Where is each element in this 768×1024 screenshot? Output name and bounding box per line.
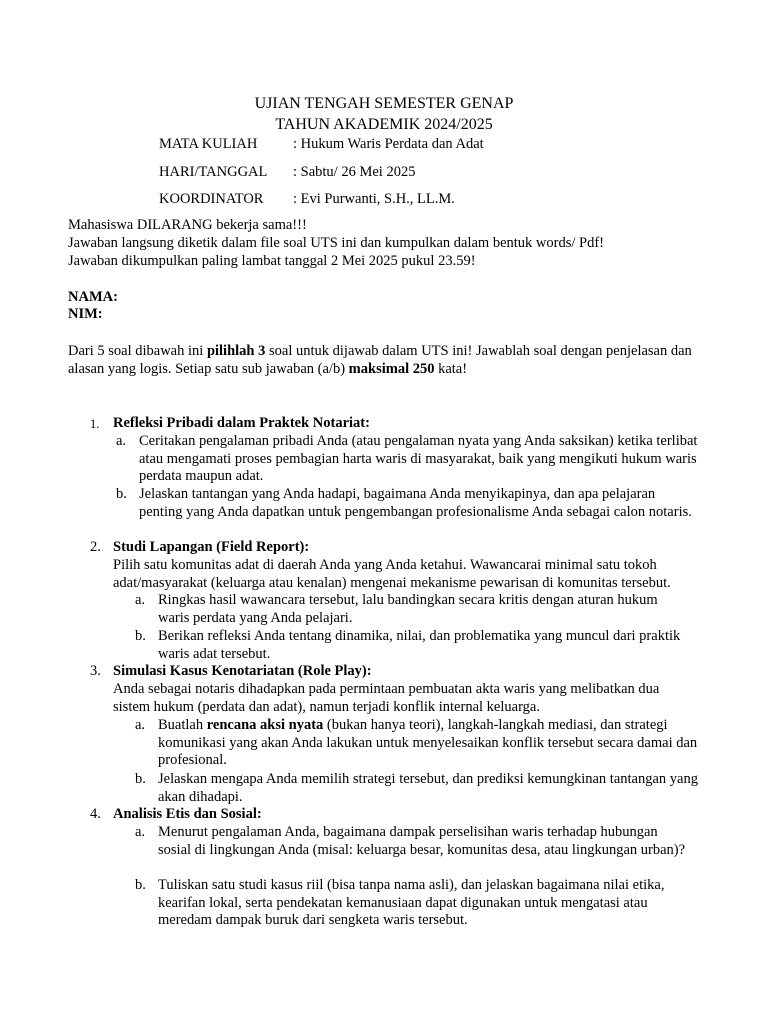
item-letter: a. bbox=[135, 592, 146, 608]
item-letter: b. bbox=[135, 771, 146, 787]
question-intro: Pilih satu komunitas adat di daerah Anda yang Anda ketahui. Wawancarai minimal satu tokoh adat/masyarakat (keluarga atau kenalan) mengenai mekanisme pewarisan di komunitas tersebut. bbox=[113, 557, 671, 591]
item-letter: a. bbox=[135, 824, 146, 840]
question-number: 3. bbox=[90, 663, 101, 679]
question-title: Analisis Etis dan Sosial: bbox=[113, 806, 262, 822]
question-title: Studi Lapangan (Field Report): bbox=[113, 539, 310, 555]
question-number: 1. bbox=[90, 417, 100, 431]
question-title: Simulasi Kasus Kenotariatan (Role Play): bbox=[113, 663, 372, 679]
question-item: Menurut pengalaman Anda, bagaimana dampak perselisihan waris terhadap hubungan sosial di lingkungan Anda (misal: keluarga besar, komunitas desa, atau lingkungan urban)? bbox=[158, 824, 686, 858]
info-label-coordinator: KOORDINATOR bbox=[159, 191, 264, 207]
info-label-course: MATA KULIAH bbox=[159, 136, 258, 152]
info-value-course: : Hukum Waris Perdata dan Adat bbox=[293, 136, 484, 152]
question-item: Ringkas hasil wawancara tersebut, lalu bandingkan secara kritis dengan aturan hukum waris perdata yang Anda pelajari. bbox=[158, 592, 658, 626]
academic-year: TAHUN AKADEMIK 2024/2025 bbox=[275, 116, 493, 133]
question-intro: Anda sebagai notaris dihadapkan pada permintaan pembuatan akta waris yang melibatkan dua sistem hukum (perdata dan adat), namun terjadi konflik internal keluarga. bbox=[113, 681, 660, 715]
question-item: Berikan refleksi Anda tentang dinamika, nilai, dan problematika yang muncul dari praktik waris adat tersebut. bbox=[158, 628, 681, 662]
item-letter: b. bbox=[135, 628, 146, 644]
nim-label: NIM: bbox=[68, 306, 103, 322]
name-label: NAMA: bbox=[68, 289, 118, 305]
instruction-paragraph: Dari 5 soal dibawah ini pilihlah 3 soal untuk dijawab dalam UTS ini! Jawablah soal dengan penjelasan dan alasan yang logis. Setiap satu sub jawaban (a/b) maksimal 250 kata! bbox=[68, 343, 692, 377]
rule-deadline: Jawaban dikumpulkan paling lambat tanggal 2 Mei 2025 pukul 23.59! bbox=[68, 253, 476, 269]
info-label-date: HARI/TANGGAL bbox=[159, 164, 268, 180]
question-title: Refleksi Pribadi dalam Praktek Notariat: bbox=[113, 415, 370, 431]
question-item: Buatlah rencana aksi nyata (bukan hanya teori), langkah-langkah mediasi, dan strategi komunikasi yang akan Anda lakukan untuk menyelesaikan konflik tersebut secara damai dan profesional. bbox=[158, 717, 698, 769]
rule-format: Jawaban langsung diketik dalam file soal UTS ini dan kumpulkan dalam bentuk words/ Pdf! bbox=[68, 235, 604, 251]
item-letter: a. bbox=[135, 717, 146, 733]
item-letter: b. bbox=[116, 486, 127, 502]
question-item: Ceritakan pengalaman pribadi Anda (atau pengalaman nyata yang Anda saksikan) ketika terlibat atau mengamati proses pembagian harta waris di masyarakat, baik yang mengikuti hukum waris perdata maupun adat. bbox=[139, 433, 698, 485]
question-item: Tuliskan satu studi kasus riil (bisa tanpa nama asli), dan jelaskan bagaimana nilai etika, kearifan lokal, serta pendekatan kemanusiaan dapat digunakan untuk mengatasi atau meredam dampak buruk dari sengketa waris tersebut. bbox=[158, 877, 665, 929]
info-value-date: : Sabtu/ 26 Mei 2025 bbox=[293, 164, 416, 180]
item-letter: a. bbox=[116, 433, 127, 449]
question-item: Jelaskan tantangan yang Anda hadapi, bagaimana Anda menyikapinya, dan apa pelajaran penting yang Anda dapatkan untuk pengembangan profesionalisme Anda sebagai calon notaris. bbox=[139, 486, 692, 520]
item-letter: b. bbox=[135, 877, 146, 893]
exam-title: UJIAN TENGAH SEMESTER GENAP bbox=[254, 95, 514, 112]
info-value-coordinator: : Evi Purwanti, S.H., LL.M. bbox=[293, 191, 455, 207]
question-number: 4. bbox=[90, 806, 101, 822]
question-number: 2. bbox=[90, 539, 101, 555]
question-item: Jelaskan mengapa Anda memilih strategi tersebut, dan prediksi kemungkinan tantangan yang akan dihadapi. bbox=[158, 771, 698, 805]
rule-no-cooperation: Mahasiswa DILARANG bekerja sama!!! bbox=[68, 217, 307, 233]
